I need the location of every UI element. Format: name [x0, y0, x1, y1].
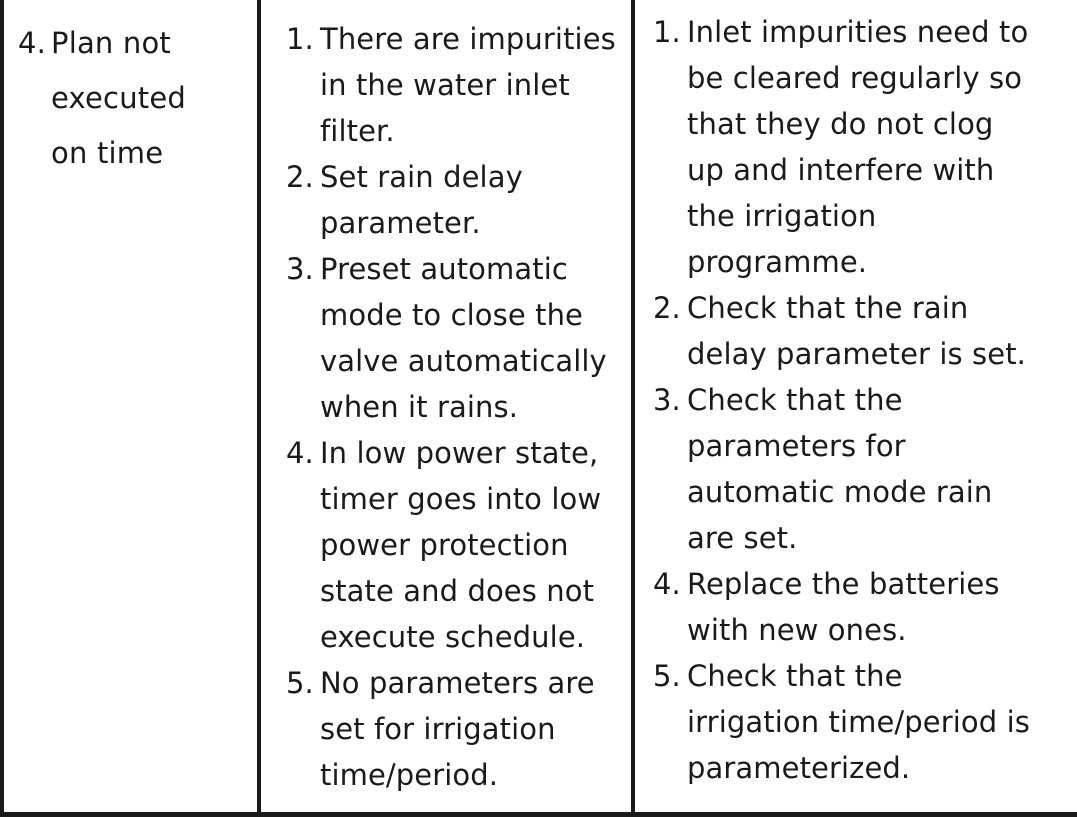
cause-item: 3. Preset automatic mode to close the valve automatically when it rains.: [286, 252, 607, 424]
solution-item: 3. Check that the parameters for automatic mode rain are set.: [653, 383, 993, 555]
cause-item: 1. There are impurities in the water inlet filter.: [286, 22, 616, 148]
solution-item: 1. Inlet impurities need to be cleared regularly so that they do not clog up and interfere with the irrigation programme.: [653, 15, 1029, 279]
cause-item: 4. In low power state, timer goes into low power protection state and does not execute schedule.: [286, 436, 602, 654]
cause-item: 5. No parameters are set for irrigation time/period.: [286, 666, 595, 792]
symptom-line-1: 4. Plan not: [18, 16, 238, 71]
symptom-line-3: on time: [51, 136, 164, 170]
symptom-number: 4.: [18, 26, 47, 60]
symptom-line-2: executed: [51, 81, 186, 115]
causes-list: [286, 16, 621, 798]
solution-item: 2. Check that the rain delay parameter is set.: [653, 291, 1026, 371]
bottom-border: [0, 812, 1077, 817]
column-divider-2: [631, 0, 635, 817]
solution-item: 5. Check that the irrigation time/period is parameterized.: [653, 659, 1030, 785]
solution-item: 4. Replace the batteries with new ones.: [653, 567, 1000, 647]
symptom-cell: [4, 0, 257, 812]
column-divider-1: [257, 0, 261, 817]
symptom-title: [18, 16, 238, 181]
solutions-list: [653, 9, 1033, 791]
cause-item: 2. Set rain delay parameter.: [286, 160, 523, 240]
